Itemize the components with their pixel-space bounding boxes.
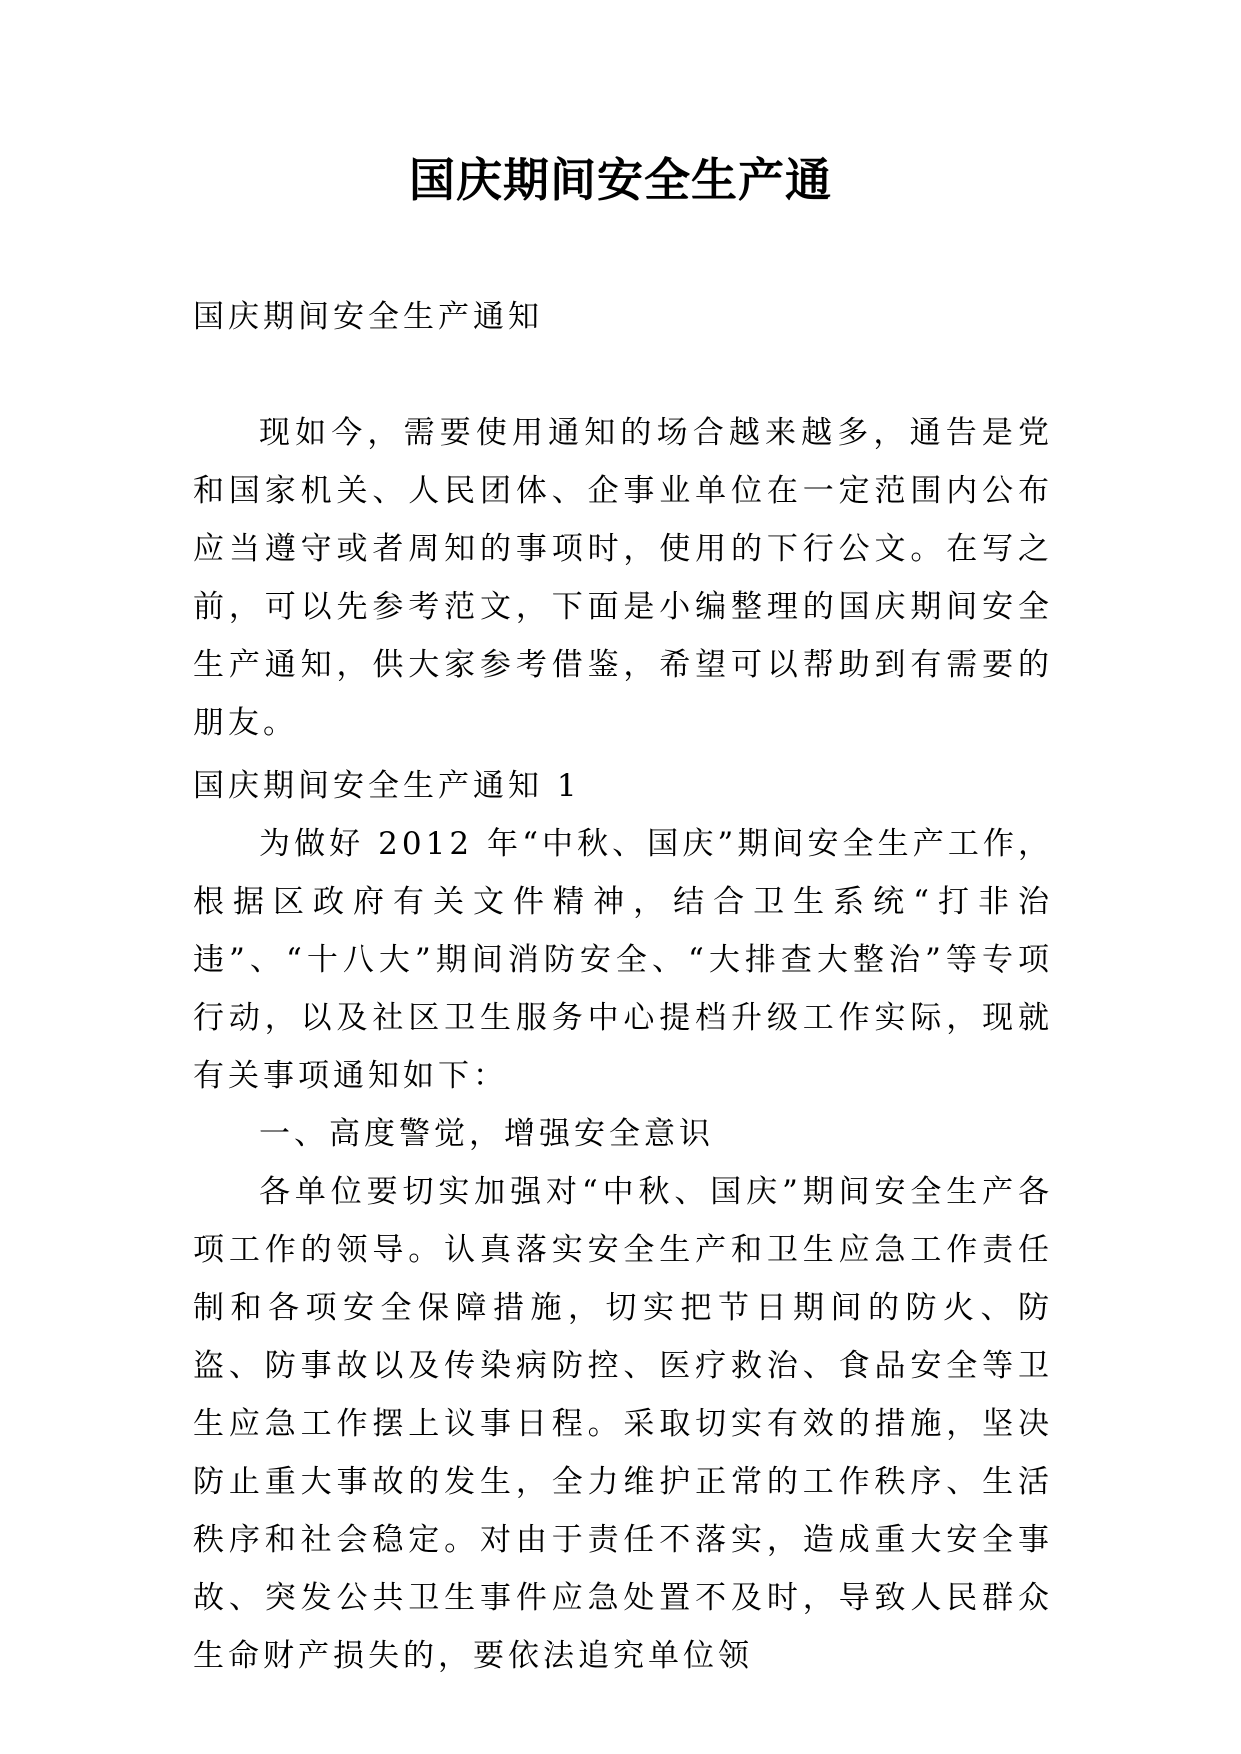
document-title: 国庆期间安全生产通 <box>409 153 832 207</box>
document-subtitle: 国庆期间安全生产通知 <box>193 299 543 335</box>
intro-paragraph <box>193 404 1053 752</box>
intro-text: 现如今，需要使用通知的场合越来越多，通告是党和国家机关、人民团体、企事业单位在一定范围内公布应当遵守或者周知的事项时，使用的下行公文。在写之前，可以先参考范文，下面是小编整理的国庆期间安全生产通知，供大家参考借鉴，希望可以帮助到有需要的朋友。 <box>193 415 1053 741</box>
section-paragraph-1: 为做好 2012 年“中秋、国庆”期间安全生产工作，根据区政府有关文件精神，结合卫生系统“打非治违”、“十八大”期间消防安全、“大排查大整治”等专项行动，以及社区卫生服务中心提档升级工作实际，现就有关事项通知如下： <box>193 826 1053 1094</box>
section-item-heading: 一、高度警觉，增强安全意识 <box>259 1116 714 1152</box>
section-heading: 国庆期间安全生产通知 1 <box>193 768 581 804</box>
section-body <box>193 815 1053 1685</box>
section-paragraph-2: 各单位要切实加强对“中秋、国庆”期间安全生产各项工作的领导。认真落实安全生产和卫生应急工作责任制和各项安全保障措施，切实把节日期间的防火、防盗、防事故以及传染病防控、医疗救治、食品安全等卫生应急工作摆上议事日程。采取切实有效的措施，坚决防止重大事故的发生，全力维护正常的工作秩序、生活秩序和社会稳定。对由于责任不落实，造成重大安全事故、突发公共卫生事件应急处置不及时，导致人民群众生命财产损失的，要依法追究单位领 <box>193 1174 1053 1674</box>
